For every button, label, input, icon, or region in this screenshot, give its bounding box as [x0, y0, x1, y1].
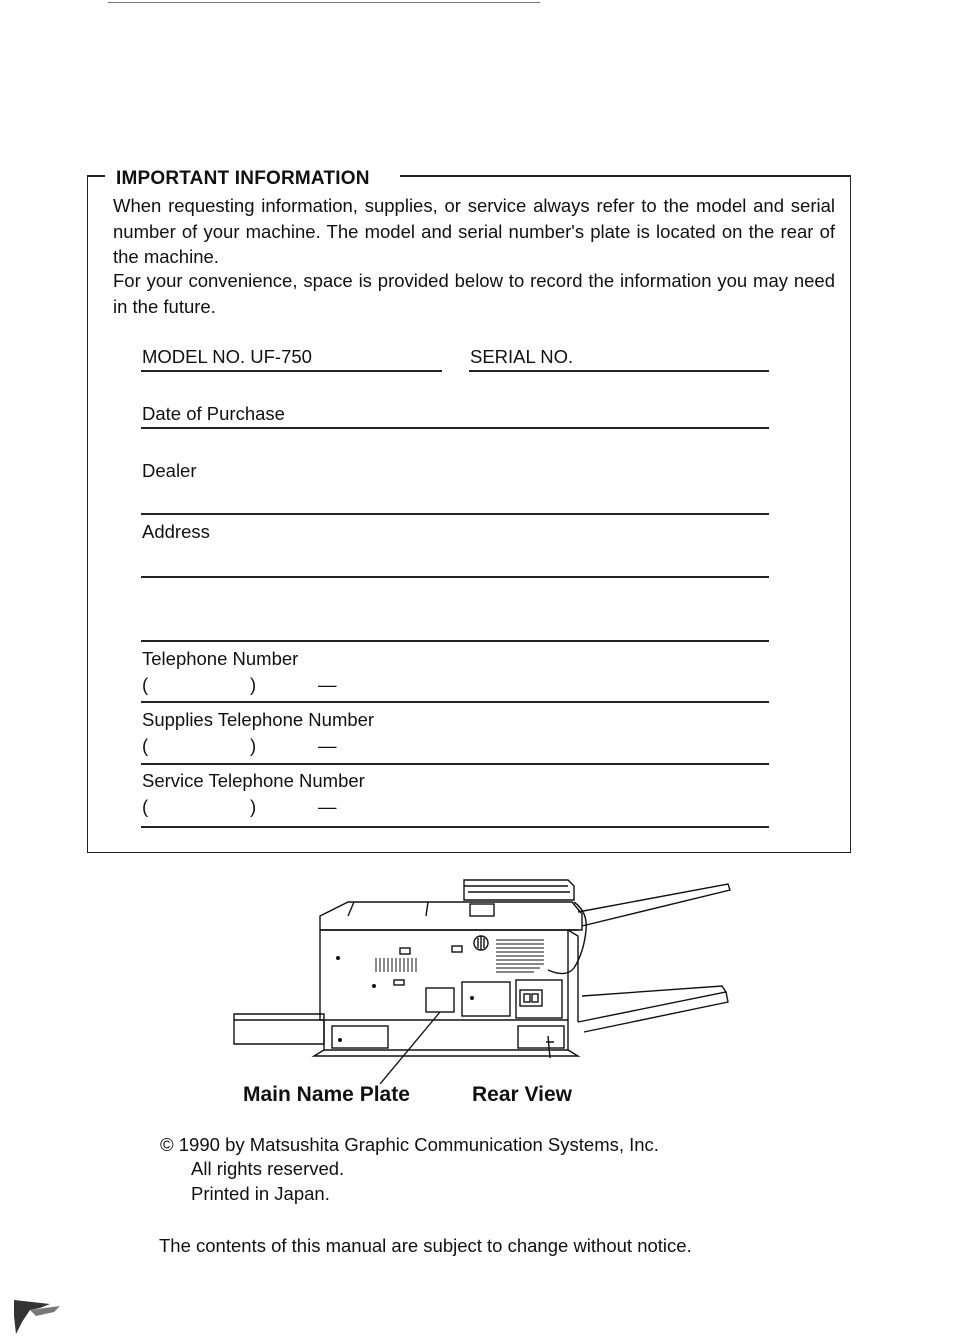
rights-reserved-line: All rights reserved. [191, 1158, 345, 1179]
supplies-telephone-line [141, 763, 769, 765]
box-top-border-right [400, 175, 851, 177]
supplies-open-paren: ( [142, 735, 149, 756]
box-top-border-left [87, 175, 105, 177]
info-paragraph-2: For your convenience, space is provided below to record the information you may need in the future. [113, 270, 835, 317]
telephone-dash: — [318, 674, 337, 695]
telephone-label: Telephone Number [142, 648, 299, 669]
date-of-purchase-line [141, 427, 769, 429]
serial-number-line [469, 370, 769, 372]
rear-view-caption: Rear View [472, 1083, 573, 1106]
serial-number-label: SERIAL NO. [470, 346, 574, 367]
supplies-close-paren: ) [250, 735, 257, 756]
service-open-paren: ( [142, 796, 149, 817]
telephone-open-paren: ( [142, 674, 149, 695]
supplies-dash: — [318, 735, 337, 756]
main-name-plate-caption: Main Name Plate [243, 1083, 410, 1106]
box-title: IMPORTANT INFORMATION [116, 168, 370, 189]
info-paragraph-1: When requesting information, supplies, or service always refer to the model and serial number of your machine. The model and serial number's plate is located on the rear of the machine. [113, 195, 835, 267]
address-label: Address [142, 521, 210, 542]
address-line-2 [141, 640, 769, 642]
machine-rear-view-illustration [228, 872, 738, 1084]
service-dash: — [318, 796, 337, 817]
change-notice: The contents of this manual are subject to change without notice. [159, 1235, 692, 1256]
dealer-label: Dealer [142, 460, 197, 481]
model-number-line [141, 370, 442, 372]
date-of-purchase-label: Date of Purchase [142, 403, 285, 424]
printed-in-line: Printed in Japan. [191, 1183, 330, 1204]
service-telephone-label: Service Telephone Number [142, 770, 365, 791]
telephone-close-paren: ) [250, 674, 257, 695]
scan-smudge-mark [10, 1296, 70, 1336]
supplies-telephone-label: Supplies Telephone Number [142, 709, 375, 730]
model-number-label: MODEL NO. UF-750 [142, 346, 312, 367]
telephone-line [141, 701, 769, 703]
service-close-paren: ) [250, 796, 257, 817]
service-telephone-line [141, 826, 769, 828]
dealer-line [141, 513, 769, 515]
top-scan-rule [108, 2, 540, 3]
address-line-1 [141, 576, 769, 578]
copyright-line: © 1990 by Matsushita Graphic Communication Systems, Inc. [160, 1134, 659, 1155]
